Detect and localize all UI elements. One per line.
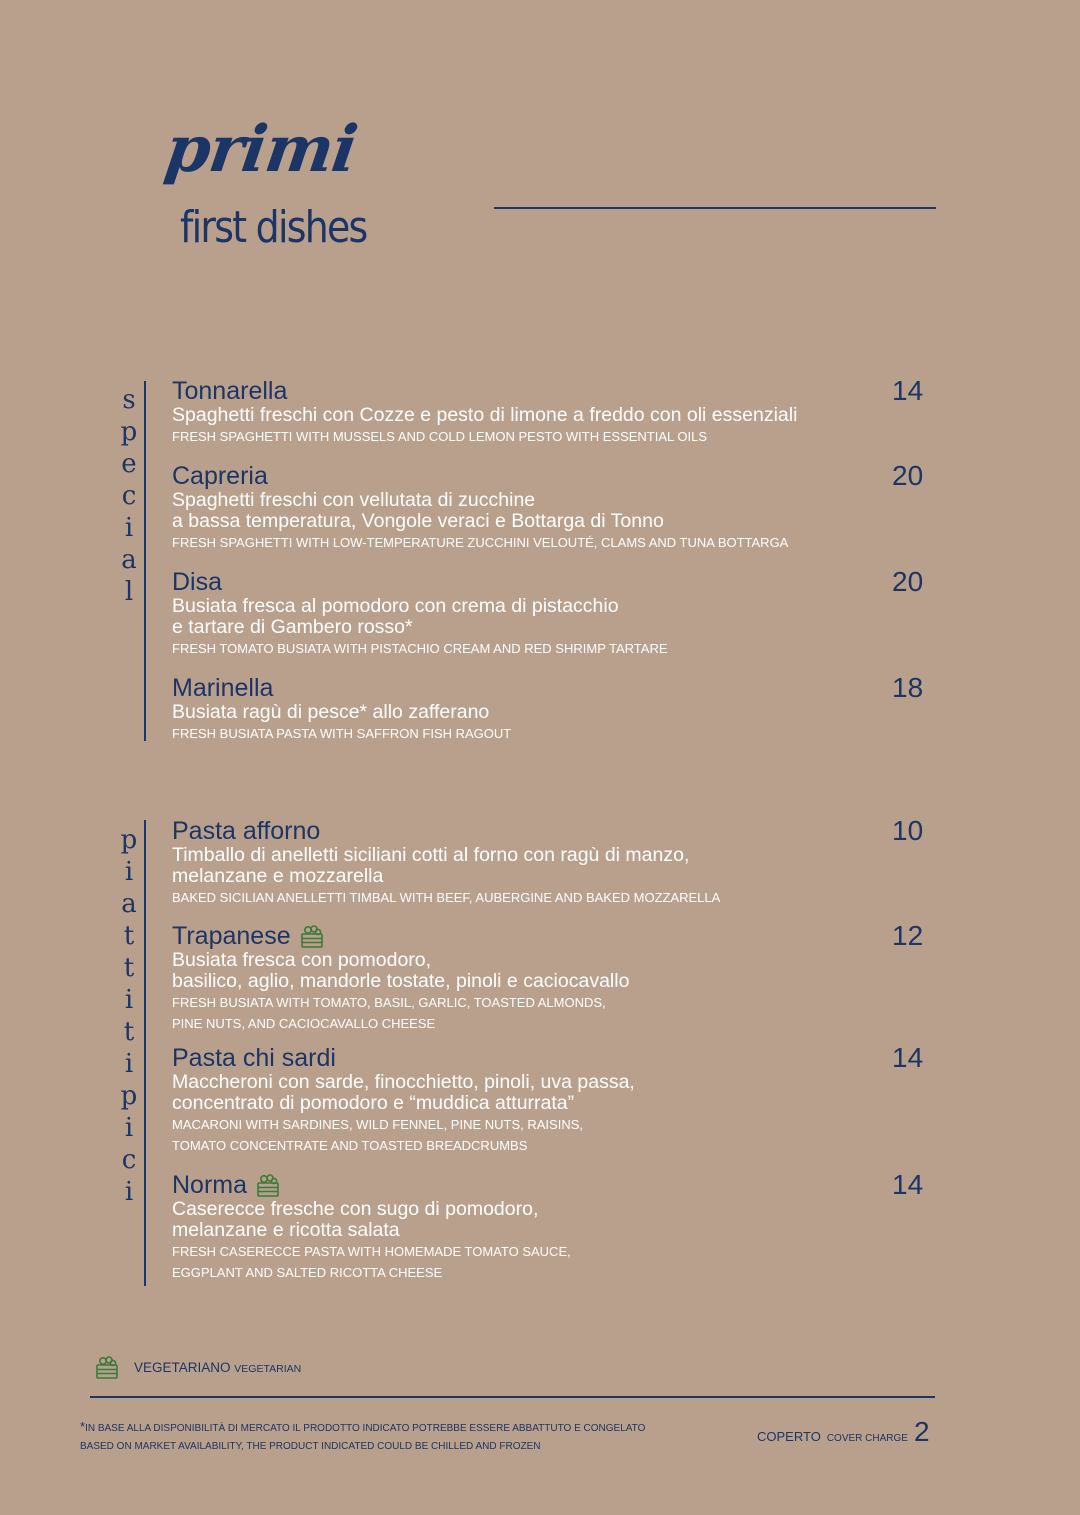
item-price: 12 <box>892 920 924 951</box>
menu-item <box>172 674 932 744</box>
item-price: 10 <box>892 815 924 846</box>
item-price: 20 <box>892 460 924 491</box>
item-description-english: FRESH TOMATO BUSIATA WITH PISTACHIO CREAM AND RED SHRIMP TARTARE <box>172 641 668 656</box>
section-label-letter: i <box>124 985 134 1015</box>
item-price: 20 <box>892 566 924 597</box>
item-name: Capreria <box>172 462 268 490</box>
item-name: Pasta chi sardi <box>172 1044 336 1072</box>
item-name: Marinella <box>172 674 274 702</box>
page-subtitle: first dishes <box>180 202 367 253</box>
item-description: Busiata fresca al pomodoro con crema di pistacchio e tartare di Gambero rosso* <box>172 595 619 638</box>
section-label-letter: i <box>124 857 134 887</box>
section-label-letter: c <box>121 1145 137 1175</box>
section-label-letter: i <box>124 513 134 543</box>
item-description: Spaghetti freschi con Cozze e pesto di limone a freddo con oli essenziali <box>172 404 798 426</box>
item-description: Maccheroni con sarde, finocchietto, pinoli, uva passa, concentrato di pomodoro e “muddica atturrata” <box>172 1071 635 1114</box>
section-label-letter: p <box>120 1081 138 1111</box>
item-description: Spaghetti freschi con vellutata di zucchine a bassa temperatura, Vongole veraci e Bottarga di Tonno <box>172 489 664 532</box>
item-description: Timballo di anelletti siciliani cotti al forno con ragù di manzo, melanzane e mozzarella <box>172 844 690 887</box>
section-label-letter: e <box>121 449 137 479</box>
item-name: Disa <box>172 568 223 596</box>
menu-item <box>172 1171 932 1283</box>
item-description-english: FRESH BUSIATA WITH TOMATO, BASIL, GARLIC, TOASTED ALMONDS, PINE NUTS, AND CACIOCAVALLO CHEESE <box>172 995 606 1031</box>
footnote-english: BASED ON MARKET AVAILABILITY, THE PRODUCT INDICATED COULD BE CHILLED AND FROZEN <box>80 1441 541 1452</box>
menu-item <box>172 377 932 447</box>
item-price: 18 <box>892 672 924 703</box>
menu-item <box>172 462 932 553</box>
item-description: Caserecce fresche con sugo di pomodoro, melanzane e ricotta salata <box>172 1198 539 1241</box>
section-label-letter: p <box>120 825 138 855</box>
section-label-letter: i <box>124 1113 134 1143</box>
section-label-letter: s <box>122 385 136 415</box>
page-title: primi <box>160 112 362 187</box>
footnote: *IN BASE ALLA DISPONIBILITÀ DI MERCATO IL PRODOTTO INDICATO POTREBBE ESSERE ABBATTUTO E CONGELATO BASED ON MARKET AVAILABILITY, THE PRODUCT INDICATED COULD BE CHILLED AND FROZEN <box>80 1419 646 1452</box>
vegetable-crate-icon <box>299 923 325 949</box>
item-name: Trapanese <box>172 922 932 950</box>
item-description-english: FRESH SPAGHETTI WITH MUSSELS AND COLD LEMON PESTO WITH ESSENTIAL OILS <box>172 429 708 444</box>
item-name: Pasta afforno <box>172 817 321 845</box>
legend-label: VEGETARIANO VEGETARIAN <box>134 1359 302 1375</box>
menu-item <box>172 817 932 908</box>
item-price: 14 <box>892 1042 924 1073</box>
item-description: Busiata ragù di pesce* allo zafferano <box>172 701 490 723</box>
item-name: Tonnarella <box>172 377 288 405</box>
item-description-english: FRESH BUSIATA PASTA WITH SAFFRON FISH RAGOUT <box>172 726 512 741</box>
section-label-letter: t <box>123 921 135 951</box>
menu-item <box>172 568 932 659</box>
cover-charge: COPERTO COVER CHARGE 2 <box>757 1416 930 1447</box>
footer-divider <box>90 1396 935 1398</box>
section-label-letter: t <box>123 953 135 983</box>
section-label-piatti-tipici <box>112 824 146 1208</box>
header-divider <box>494 207 936 209</box>
section-label-letter: t <box>123 1017 135 1047</box>
section-label-letter: i <box>124 1177 134 1207</box>
vegetable-crate-icon <box>94 1354 120 1380</box>
section-label-letter: p <box>120 417 138 447</box>
section-label-letter: c <box>121 481 137 511</box>
item-description-english: BAKED SICILIAN ANELLETTI TIMBAL WITH BEEF, AUBERGINE AND BAKED MOZZARELLA <box>172 890 721 905</box>
item-description: Busiata fresca con pomodoro, basilico, aglio, mandorle tostate, pinoli e caciocavallo <box>172 949 630 992</box>
section-label-letter: a <box>121 889 137 919</box>
section-label-special <box>112 384 146 608</box>
section-label-letter: l <box>124 577 134 607</box>
menu-item <box>172 1044 932 1156</box>
item-description-english: FRESH CASERECCE PASTA WITH HOMEMADE TOMATO SAUCE, EGGPLANT AND SALTED RICOTTA CHEESE <box>172 1244 571 1280</box>
item-name: Norma <box>172 1171 932 1199</box>
menu-item <box>172 922 932 1034</box>
item-price: 14 <box>892 375 924 406</box>
item-description-english: MACARONI WITH SARDINES, WILD FENNEL, PINE NUTS, RAISINS, TOMATO CONCENTRATE AND TOASTED BREADCRUMBS <box>172 1117 583 1153</box>
vegetable-crate-icon <box>255 1172 281 1198</box>
item-price: 14 <box>892 1169 924 1200</box>
footnote-italian: IN BASE ALLA DISPONIBILITÀ DI MERCATO IL PRODOTTO INDICATO POTREBBE ESSERE ABBATTUTO E CONGELATO <box>85 1423 646 1434</box>
item-description-english: FRESH SPAGHETTI WITH LOW-TEMPERATURE ZUCCHINI VELOUTÉ, CLAMS AND TUNA BOTTARGA <box>172 535 789 550</box>
vegetarian-legend <box>94 1354 301 1380</box>
section-label-letter: a <box>121 545 137 575</box>
section-label-letter: i <box>124 1049 134 1079</box>
cover-charge-price: 2 <box>913 1416 930 1447</box>
